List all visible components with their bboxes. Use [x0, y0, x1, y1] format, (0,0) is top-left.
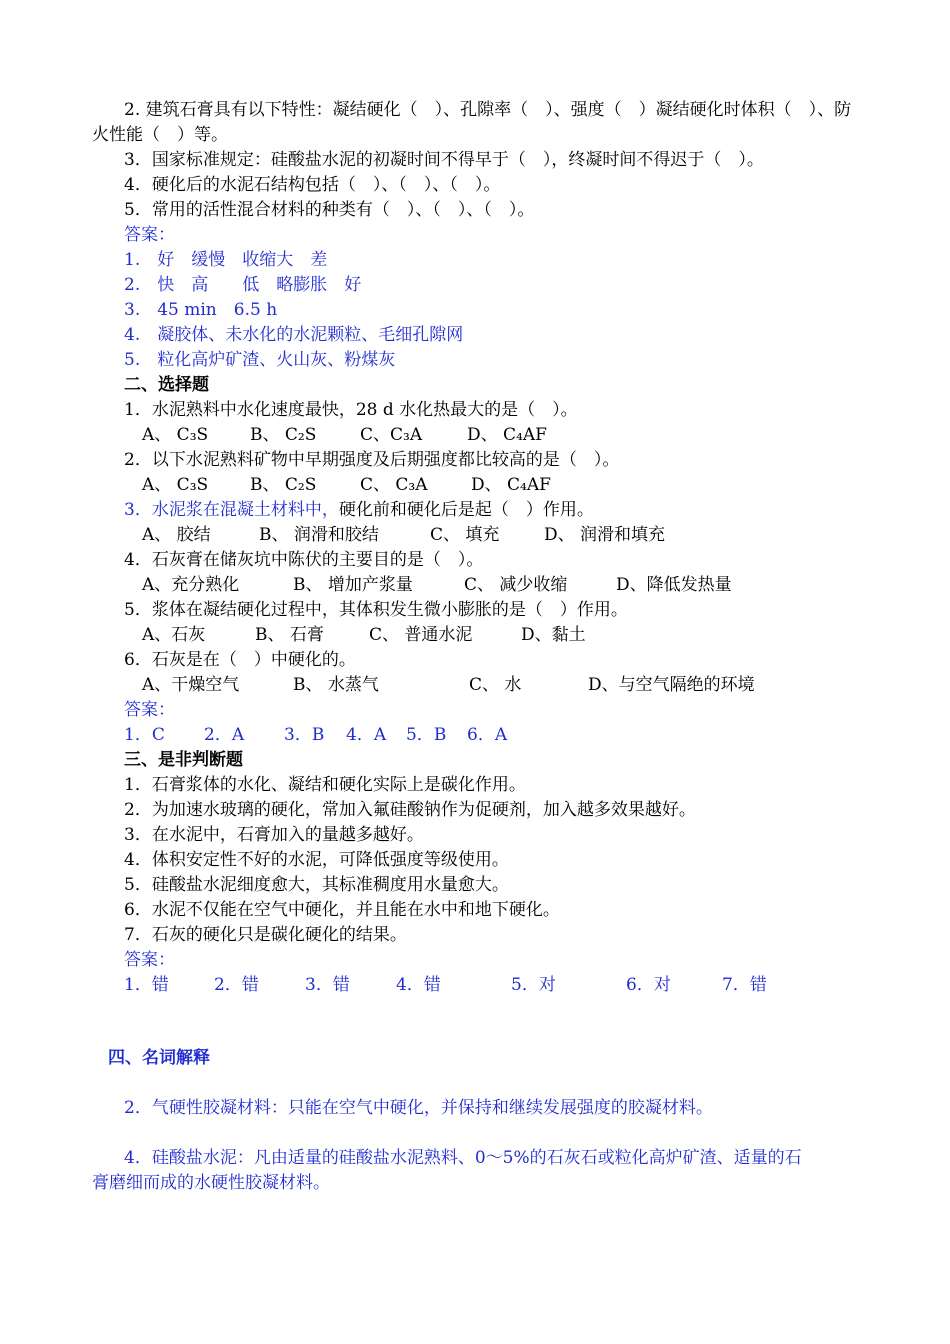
mc-q2-option-a: A、 C₃S [142, 475, 209, 495]
mc-q1-option-a: A、 C₃S [142, 425, 209, 445]
mc-answer-4: 4．A [346, 725, 387, 745]
tf-answer-2: 2．错 [214, 975, 259, 995]
mc-q4: 4．石灰膏在储灰坑中陈伏的主要目的是（ ）。 [124, 550, 484, 570]
fill-blank-answer-5: 5. 粒化高炉矿渣、火山灰、粉煤灰 [124, 350, 396, 370]
fill-blank-answer-2: 2. 快 高 低 略膨胀 好 [124, 275, 362, 295]
definitions-heading: 四、名词解释 [108, 1048, 210, 1068]
mc-q2-option-b: B、 C₂S [250, 475, 317, 495]
fill-blank-q2-line1: 2. 建筑石膏具有以下特性：凝结硬化（ ）、孔隙率（ ）、强度（ ）凝结硬化时体积（ ）、防 [124, 100, 852, 120]
fill-blank-answer-label: 答案： [124, 225, 175, 245]
fill-blank-q4: 4．硬化后的水泥石结构包括（ ）、（ ）、（ ）。 [124, 175, 501, 195]
tf-item-7: 7．石灰的硬化只是碳化硬化的结果。 [124, 925, 407, 945]
mc-q2: 2．以下水泥熟料矿物中早期强度及后期强度都比较高的是（ ）。 [124, 450, 620, 470]
mc-q4-option-c: C、 减少收缩 [464, 575, 568, 595]
mc-q6-option-d: D、与空气隔绝的环境 [588, 675, 755, 695]
mc-q6-option-c: C、 水 [469, 675, 522, 695]
mc-q5-option-b: B、 石膏 [255, 625, 324, 645]
mc-q6-option-b: B、 水蒸气 [293, 675, 379, 695]
mc-q5: 5．浆体在凝结硬化过程中，其体积发生微小膨胀的是（ ）作用。 [124, 600, 628, 620]
mc-answer-6: 6．A [467, 725, 508, 745]
mc-q4-option-d: D、降低发热量 [616, 575, 732, 595]
mc-q3-suffix: 硬化前和硬化后是起（ ）作用。 [338, 500, 594, 520]
mc-q5-option-a: A、石灰 [142, 625, 206, 645]
tf-item-6: 6．水泥不仅能在空气中硬化，并且能在水中和地下硬化。 [124, 900, 560, 920]
tf-answer-4: 4．错 [396, 975, 441, 995]
tf-answer-3: 3．错 [305, 975, 350, 995]
mc-q5-option-c: C、 普通水泥 [369, 625, 473, 645]
tf-item-5: 5．硅酸盐水泥细度愈大，其标准稠度用水量愈大。 [124, 875, 509, 895]
mc-answer-5: 5．B [406, 725, 447, 745]
tf-answer-5: 5．对 [511, 975, 556, 995]
tf-item-3: 3．在水泥中，石膏加入的量越多越好。 [124, 825, 424, 845]
fill-blank-q2-line2: 火性能（ ）等。 [92, 125, 228, 145]
tf-item-1: 1．石膏浆体的水化、凝结和硬化实际上是碳化作用。 [124, 775, 526, 795]
fill-blank-answer-1: 1. 好 缓慢 收缩大 差 [124, 250, 328, 270]
tf-answer-7: 7．错 [722, 975, 767, 995]
mc-q1-option-c: C、C₃A [360, 425, 423, 445]
tf-answer-1: 1．错 [124, 975, 169, 995]
mc-q5-option-d: D、黏土 [521, 625, 586, 645]
fill-blank-q3: 3．国家标准规定：硅酸盐水泥的初凝时间不得早于（ ），终凝时间不得迟于（ ）。 [124, 150, 764, 170]
mc-q3-option-d: D、 润滑和填充 [544, 525, 666, 545]
mc-answer-1: 1．C [124, 725, 165, 745]
mc-q3-option-c: C、 填充 [430, 525, 500, 545]
mc-q3-option-a: A、 胶结 [142, 525, 211, 545]
mc-q4-option-a: A、充分熟化 [142, 575, 240, 595]
mc-q2-option-d: D、 C₄AF [471, 475, 551, 495]
tf-item-2: 2．为加速水玻璃的硬化，常加入氟硅酸钠作为促硬剂，加入越多效果越好。 [124, 800, 696, 820]
mc-answer-2: 2．A [204, 725, 245, 745]
fill-blank-answer-3: 3. 45 min 6.5 h [124, 300, 278, 320]
mc-q2-option-c: C、 C₃A [360, 475, 428, 495]
mc-q1-option-d: D、 C₄AF [467, 425, 547, 445]
tf-answer-6: 6．对 [626, 975, 671, 995]
definition-2: 2．气硬性胶凝材料：只能在空气中硬化，并保持和继续发展强度的胶凝材料。 [124, 1098, 713, 1118]
definition-4-line2: 膏磨细而成的水硬性胶凝材料。 [92, 1173, 330, 1193]
mc-q3-prefix: 3．水泥浆在混凝土材料中， [124, 500, 339, 520]
mc-q6: 6．石灰是在（ ）中硬化的。 [124, 650, 356, 670]
tf-item-4: 4．体积安定性不好的水泥，可降低强度等级使用。 [124, 850, 509, 870]
mc-q3 [124, 498, 594, 523]
tf-heading: 三、是非判断题 [124, 750, 243, 770]
fill-blank-q5: 5．常用的活性混合材料的种类有（ ）、（ ）、（ ）。 [124, 200, 535, 220]
mc-q1-option-b: B、 C₂S [250, 425, 317, 445]
mc-heading: 二、选择题 [124, 375, 209, 395]
mc-answer-label: 答案： [124, 700, 175, 720]
mc-q1: 1．水泥熟料中水化速度最快，28 d 水化热最大的是（ ）。 [124, 400, 578, 420]
definition-4-line1: 4．硅酸盐水泥：凡由适量的硅酸盐水泥熟料、0～5%的石灰石或粒化高炉矿渣、适量的石 [124, 1148, 802, 1168]
fill-blank-answer-4: 4. 凝胶体、未水化的水泥颗粒、毛细孔隙网 [124, 325, 464, 345]
mc-q6-option-a: A、干燥空气 [142, 675, 240, 695]
mc-answer-3: 3．B [284, 725, 325, 745]
tf-answer-label: 答案： [124, 950, 175, 970]
mc-q3-option-b: B、 润滑和胶结 [259, 525, 379, 545]
mc-q4-option-b: B、 增加产浆量 [293, 575, 413, 595]
